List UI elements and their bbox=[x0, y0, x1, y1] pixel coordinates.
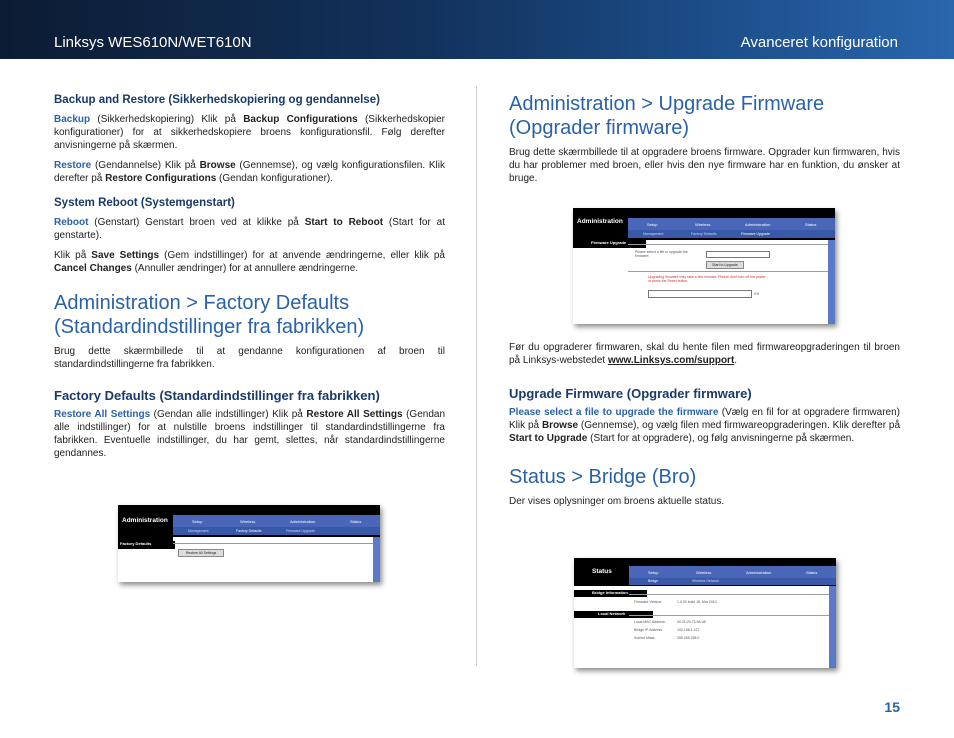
page-header bbox=[0, 0, 954, 59]
text: (Gennemse), og vælg konfigurationsfilen. Klik derefter på bbox=[54, 160, 445, 184]
restore-term: Restore bbox=[54, 160, 92, 171]
progress-bar bbox=[648, 290, 752, 298]
row-value: 00:21:29:73:9A:48 bbox=[677, 620, 706, 624]
text: (Sikkerhedskopiering) Klik på bbox=[90, 114, 244, 125]
separator bbox=[173, 543, 373, 544]
separator bbox=[629, 615, 829, 616]
start-to-upgrade-button[interactable]: Start to Upgrade bbox=[706, 261, 744, 269]
row-value: 192.168.1.227 bbox=[677, 628, 700, 632]
nav-tab: Setup bbox=[647, 222, 658, 227]
backup-term: Backup bbox=[54, 114, 91, 125]
text: (Genstart) Genstart broen ved at klikke på bbox=[88, 217, 305, 228]
bold-text: Restore Configurations bbox=[105, 173, 217, 184]
text: (Gem indstillinger) for at anvende ændringerne, eller klik på bbox=[159, 250, 445, 261]
bold-text: Backup Configurations bbox=[243, 114, 358, 125]
sub-tab: Firmware Upgrade bbox=[286, 529, 315, 533]
screenshot-nav bbox=[629, 566, 836, 578]
nav-tab: Administration bbox=[290, 519, 316, 524]
backup-paragraph bbox=[54, 113, 445, 152]
nav-tab: Status bbox=[806, 570, 818, 575]
backup-heading: Backup and Restore (Sikkerhedskopiering og gendannelse) bbox=[54, 94, 380, 106]
sidebar-heading: Factory Defaults bbox=[118, 541, 175, 549]
separator bbox=[628, 271, 828, 272]
screenshot-subnav bbox=[629, 578, 836, 585]
factory-paragraph bbox=[54, 408, 445, 460]
sidebar-heading: Firmware Upgrade bbox=[573, 240, 646, 248]
status-intro: Der vises oplysninger om broens aktuelle status. bbox=[509, 496, 725, 507]
screenshot-title: Administration bbox=[122, 517, 168, 524]
restore-all-settings-button[interactable]: Restore All Settings bbox=[178, 549, 224, 557]
text: Før du opgraderer firmwaren, skal du hente filen med firmwareopgraderingen til broen på Linksys-webstedet bbox=[509, 342, 900, 366]
text: (Gendan alle indstillinger) Klik på bbox=[150, 409, 307, 420]
select-file-term: Please select a file to upgrade the firmware bbox=[509, 407, 719, 418]
nav-tab: Wireless bbox=[240, 519, 256, 524]
text: (Start for at genstarte). bbox=[54, 217, 446, 241]
left-column bbox=[54, 94, 445, 467]
upgrade-subheading: Upgrade Firmware (Opgrader firmware) bbox=[509, 386, 752, 401]
text: (Gendan konfigurationer). bbox=[216, 173, 334, 184]
screenshot-right-strip bbox=[373, 537, 380, 582]
sidebar-heading: Local Network bbox=[574, 611, 653, 618]
nav-tab: Status bbox=[350, 519, 362, 524]
screenshot-title: Administration bbox=[577, 218, 623, 225]
upgrade-paragraph bbox=[509, 406, 900, 445]
sidebar-heading: Bridge Information bbox=[574, 590, 647, 597]
screenshot-nav bbox=[173, 515, 380, 527]
save-paragraph bbox=[54, 249, 445, 275]
bold-text: Cancel Changes bbox=[54, 263, 132, 274]
nav-tab: Administration bbox=[746, 570, 772, 575]
sub-tab: Management bbox=[643, 232, 664, 236]
bold-text: Browse bbox=[199, 160, 236, 171]
download-paragraph bbox=[509, 341, 900, 367]
text: (Gennemse), og vælg filen med firmwareopgraderingen. Klik derefter på bbox=[578, 420, 901, 431]
upgrade-title: Administration > Upgrade Firmware (Opgrader firmware) bbox=[509, 93, 825, 139]
text: Klik på bbox=[54, 250, 92, 261]
sub-tab: Factory Defaults bbox=[691, 232, 717, 236]
row-label: Firmware Version: bbox=[634, 600, 663, 604]
bold-text: Restore All Settings bbox=[306, 409, 403, 420]
reboot-heading: System Reboot (Systemgenstart) bbox=[54, 197, 235, 209]
text: . bbox=[734, 355, 738, 366]
row-label: Bridge IP Address: bbox=[634, 628, 663, 632]
upgrade-warning: Upgrading firmware may take a few minutes. Please don't turn off the power or press the Reset button. bbox=[648, 275, 766, 283]
restore-paragraph bbox=[54, 159, 445, 185]
text: (Annuller ændringer) for at annullere ændringerne. bbox=[131, 263, 359, 274]
text: (Gendan alle indstillinger) for at nulstille broens indstillinger til standardindstillingerne fra fabrikken. Eventuelle indstillinger, du har gemt, slettes, når standardindstillingerne gendannes. bbox=[54, 409, 446, 459]
firmware-upgrade-screenshot bbox=[573, 208, 835, 324]
row-value: 255.255.255.0 bbox=[677, 636, 700, 640]
reboot-term: Reboot bbox=[54, 217, 89, 228]
reboot-paragraph bbox=[54, 216, 445, 242]
sub-tab: Factory Defaults bbox=[236, 529, 262, 533]
progress-percent: 0% bbox=[754, 292, 760, 296]
upgrade-intro: Brug dette skærmbillede til at opgradere broens firmware. Opgrader kun firmwaren, hvis du har problemer med broen, eller hvis den nye firmware har en funktion, du ønsker at bruge. bbox=[509, 147, 900, 184]
sub-tab: Wireless Network bbox=[692, 579, 720, 583]
factory-title: Administration > Factory Defaults (Standardindstillinger fra fabrikken) bbox=[54, 292, 365, 338]
text: (Start for at opgradere), og følg anvisningerne på skærmen. bbox=[587, 433, 855, 444]
row-label: Subnet Mask: bbox=[634, 636, 656, 640]
bold-text: Start to Reboot bbox=[304, 217, 384, 228]
text: (Gendannelse) Klik på bbox=[91, 160, 200, 171]
bold-text: Save Settings bbox=[91, 250, 160, 261]
factory-intro: Brug dette skærmbillede til at gendanne konfigurationen af broen til standardindstillingerne fra fabrikken. bbox=[54, 346, 445, 370]
page-number: 15 bbox=[884, 699, 900, 715]
nav-tab: Wireless bbox=[696, 570, 712, 575]
product-name: Linksys WES610N/WET610N bbox=[54, 34, 252, 51]
nav-tab: Setup bbox=[192, 519, 203, 524]
support-link[interactable]: www.Linksys.com/support bbox=[607, 355, 735, 366]
separator bbox=[628, 244, 828, 245]
section-name: Avanceret konfiguration bbox=[740, 34, 898, 51]
text: (Sikkerhedskopier konfigurationer) for at sikkerhedskopiere broens konfigurationsfil. Følg derefter anvisningerne på skærmen. bbox=[54, 114, 446, 151]
file-input[interactable] bbox=[706, 251, 770, 258]
text: (Vælg en fil for at opgradere firmwaren) Klik på bbox=[509, 407, 900, 431]
row-value: 1.0.00 build 18, Mar 2010 bbox=[677, 600, 717, 604]
column-divider bbox=[476, 86, 477, 666]
nav-tab: Administration bbox=[745, 222, 771, 227]
right-column-bottom bbox=[509, 341, 900, 515]
restore-all-term: Restore All Settings bbox=[54, 409, 151, 420]
separator bbox=[629, 594, 829, 595]
screenshot-title: Status bbox=[592, 568, 612, 575]
status-title: Status > Bridge (Bro) bbox=[509, 466, 697, 488]
nav-tab: Setup bbox=[648, 570, 659, 575]
sub-tab: Firmware Upgrade bbox=[741, 232, 770, 236]
sub-tab: Bridge bbox=[648, 579, 659, 583]
bold-text: Start to Upgrade bbox=[509, 433, 588, 444]
right-column-top bbox=[509, 92, 900, 192]
screenshot-right-strip bbox=[828, 240, 835, 324]
factory-defaults-screenshot bbox=[118, 505, 380, 582]
nav-tab: Wireless bbox=[695, 222, 711, 227]
row-label: Local MAC Address: bbox=[634, 620, 666, 624]
status-bridge-screenshot bbox=[574, 558, 836, 668]
nav-tab: Status bbox=[805, 222, 817, 227]
file-prompt-label: Please select a file to upgrade the firmware: bbox=[635, 250, 688, 258]
sub-tab: Management bbox=[188, 529, 209, 533]
factory-subheading: Factory Defaults (Standardindstillinger fra fabrikken) bbox=[54, 388, 380, 403]
screenshot-right-strip bbox=[829, 586, 836, 668]
screenshot-nav bbox=[628, 218, 835, 230]
bold-text: Browse bbox=[541, 420, 579, 431]
